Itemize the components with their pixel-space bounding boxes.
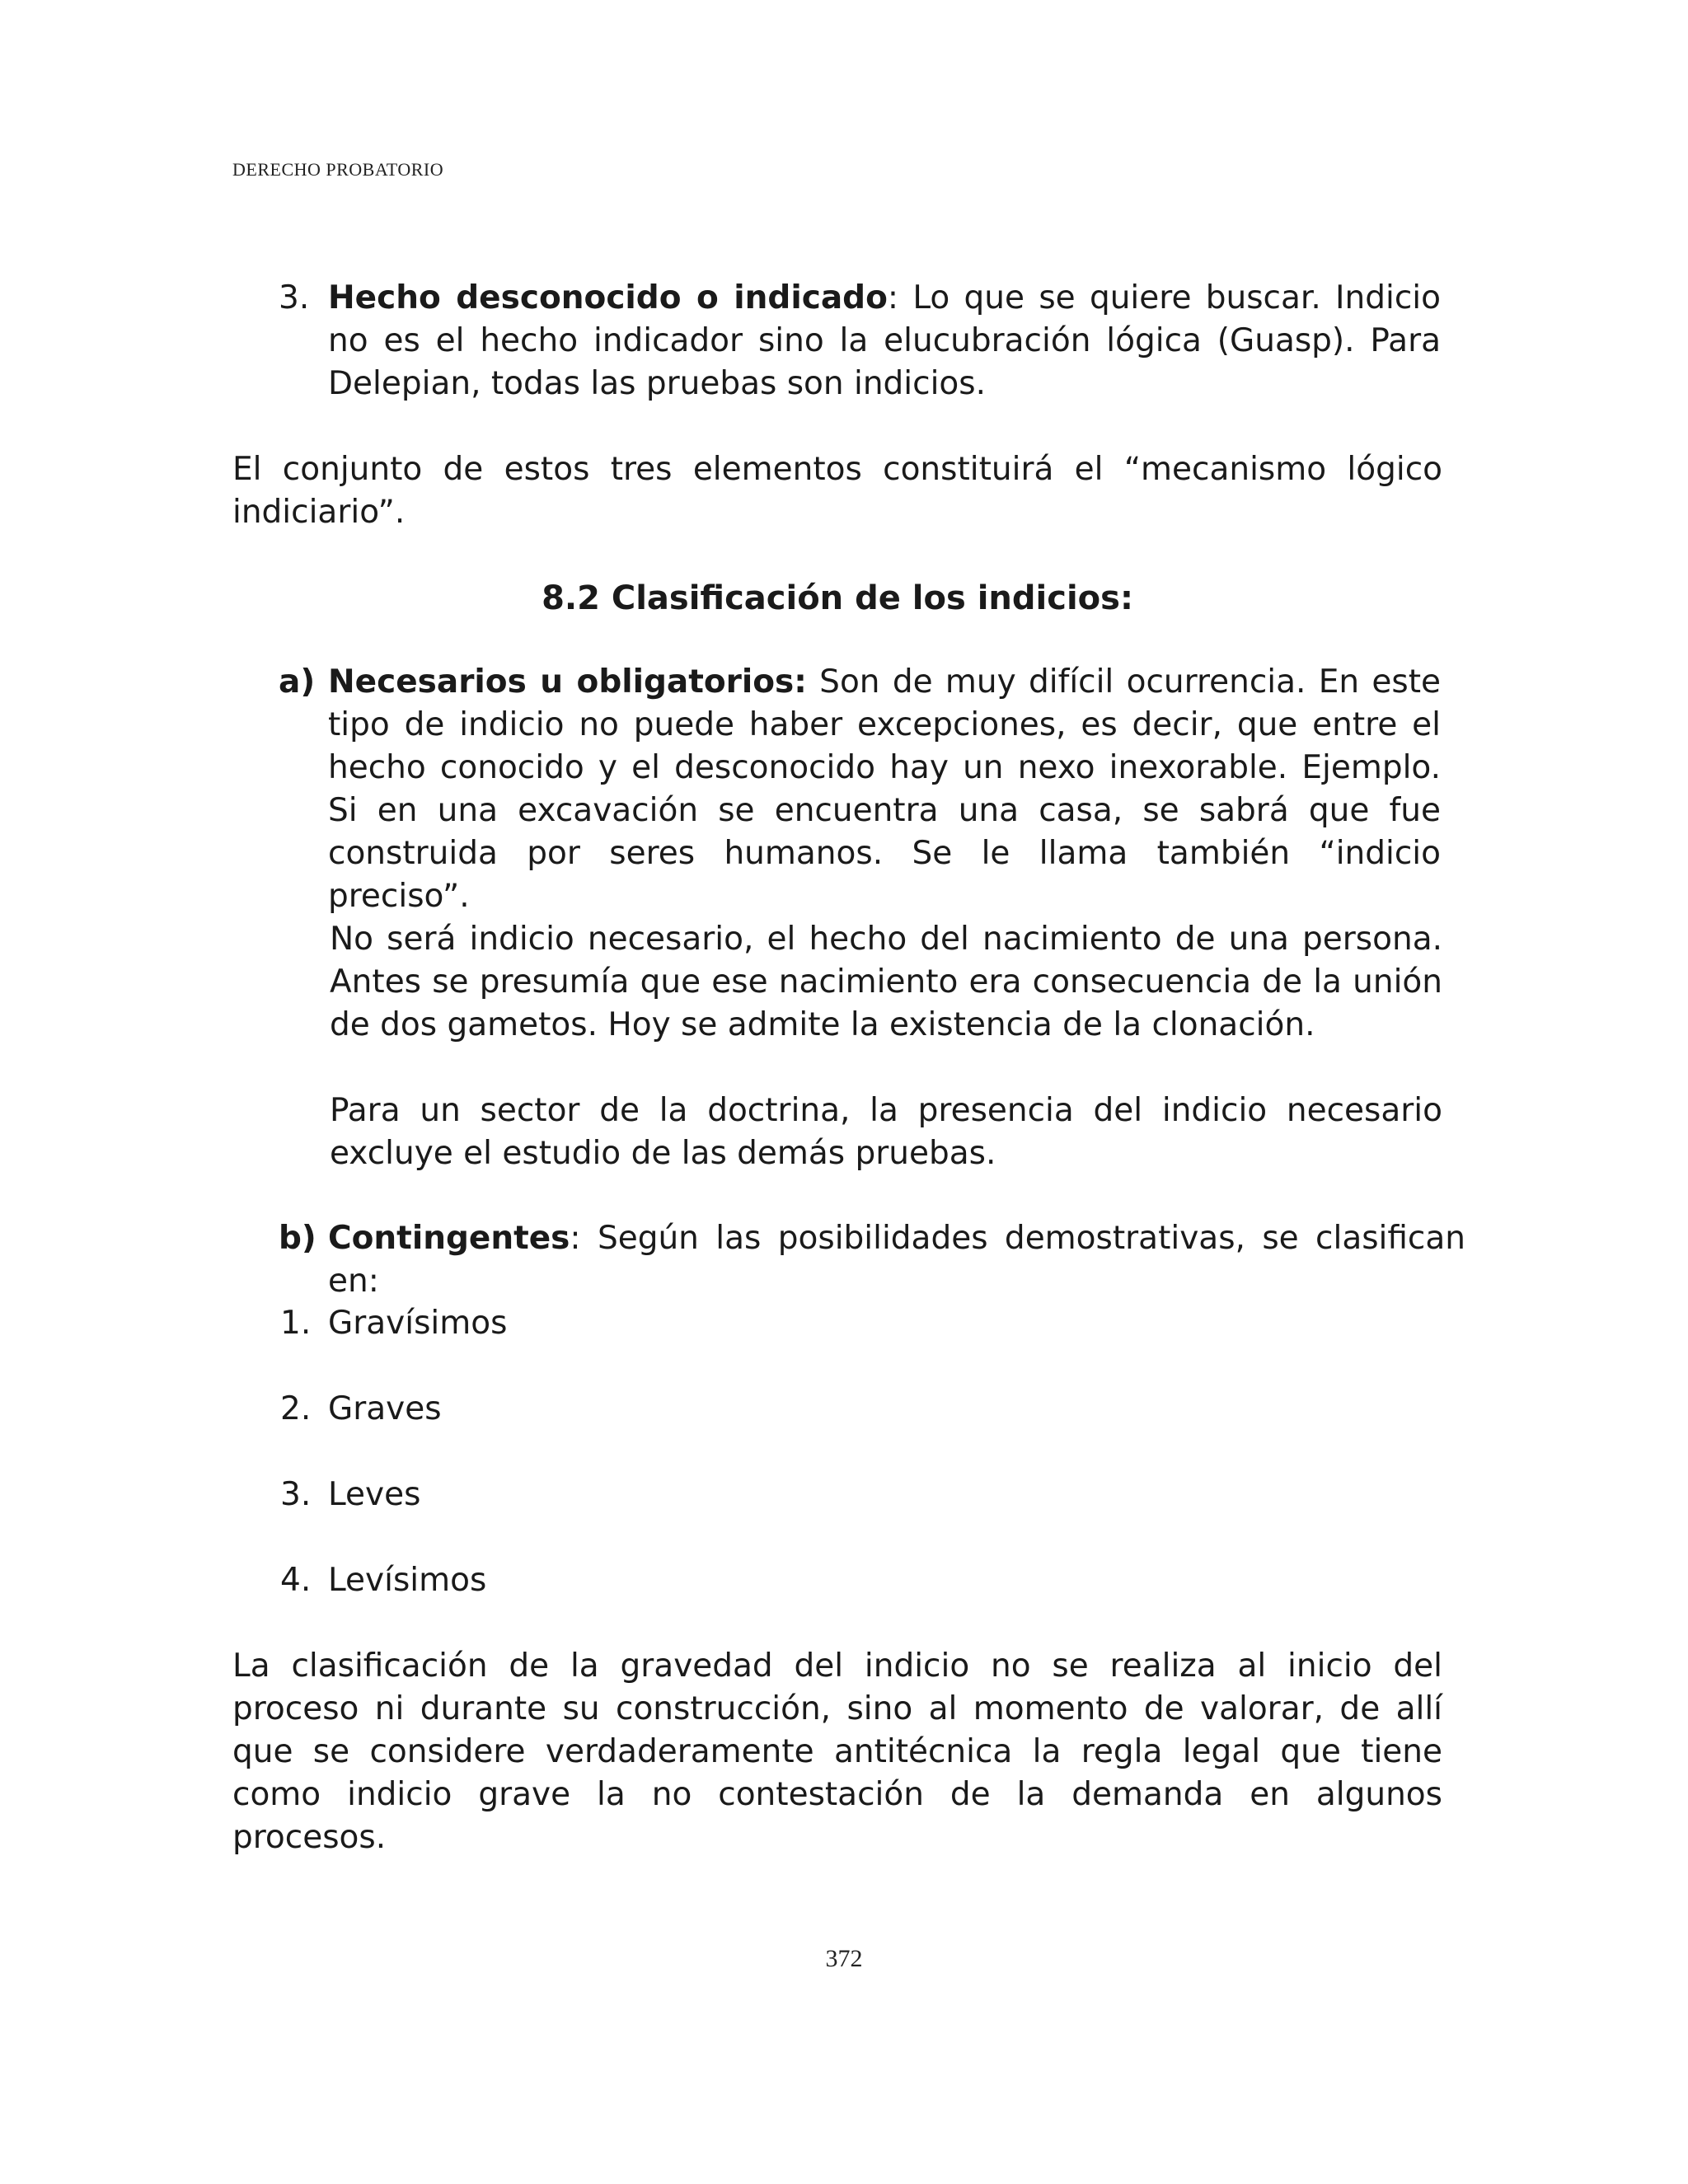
running-header: DERECHO PROBATORIO (232, 159, 444, 180)
item-term: Hecho desconocido o indicado (328, 279, 888, 316)
list-number: 4. (280, 1562, 312, 1599)
list-label: Levísimos (328, 1562, 487, 1599)
item-text: : Según las posibilidades demostrativas, se clasifican en: (328, 1220, 1465, 1300)
page-number: 372 (825, 1945, 863, 1972)
item-marker: b) (279, 1220, 316, 1257)
list-item-a (279, 661, 1441, 918)
paragraph-nacimiento: No será indicio necesario, el hecho del nacimiento de una persona. Antes se presumía que ese nacimiento era consecuencia de la unión de dos gametos. Hoy se admite la existencia de la clonación. (330, 921, 1442, 1043)
list-item (280, 1388, 442, 1431)
item-content (328, 277, 1441, 405)
item-marker: 3. (279, 279, 310, 316)
item-content (328, 661, 1441, 918)
section-heading: 8.2 Clasificación de los indicios: (542, 579, 1133, 617)
list-item (280, 1559, 486, 1602)
list-label: Graves (328, 1390, 442, 1427)
paragraph-final: La clasificación de la gravedad del indicio no se realiza al inicio del proceso ni durante su construcción, sino al momento de valorar, de allí que se considere verdaderamente antitécnica la regla legal que tiene como indicio grave la no contestación de la demanda en algunos procesos. (232, 1647, 1442, 1856)
item-text: Son de muy difícil ocurrencia. En este tipo de indicio no puede haber excepciones, es decir, que entre el hecho conocido y el desconocido hay un nexo inexorable. Ejemplo. Si en una excavación se encuentra una casa, se sabrá que fue construida por seres humanos. Se le llama también “indicio preciso”. (328, 663, 1441, 915)
list-label: Gravísimos (328, 1305, 508, 1342)
list-number: 3. (280, 1476, 312, 1513)
item-text: : Lo que se quiere buscar. Indicio no es el hecho indicador sino la elucubración lógica (Guasp). Para Delepian, todas las pruebas son indicios. (328, 279, 1442, 402)
item-term: Contingentes (328, 1220, 570, 1257)
item-content (328, 1217, 1465, 1303)
paragraph-doctrina: Para un sector de la doctrina, la presencia del indicio necesario excluye el estudio de las demás pruebas. (330, 1092, 1442, 1172)
list-item (280, 1302, 507, 1345)
item-term: Necesarios u obligatorios: (328, 663, 807, 701)
list-item (280, 1474, 420, 1516)
paragraph-conjunto: El conjunto de estos tres elementos constituirá el “mecanismo lógico indiciario”. (232, 451, 1442, 531)
list-number: 1. (280, 1305, 312, 1342)
list-item-3 (279, 277, 1441, 405)
item-marker: a) (279, 663, 316, 701)
list-label: Leves (328, 1476, 421, 1513)
list-number: 2. (280, 1390, 312, 1427)
list-item-b (279, 1217, 1465, 1303)
